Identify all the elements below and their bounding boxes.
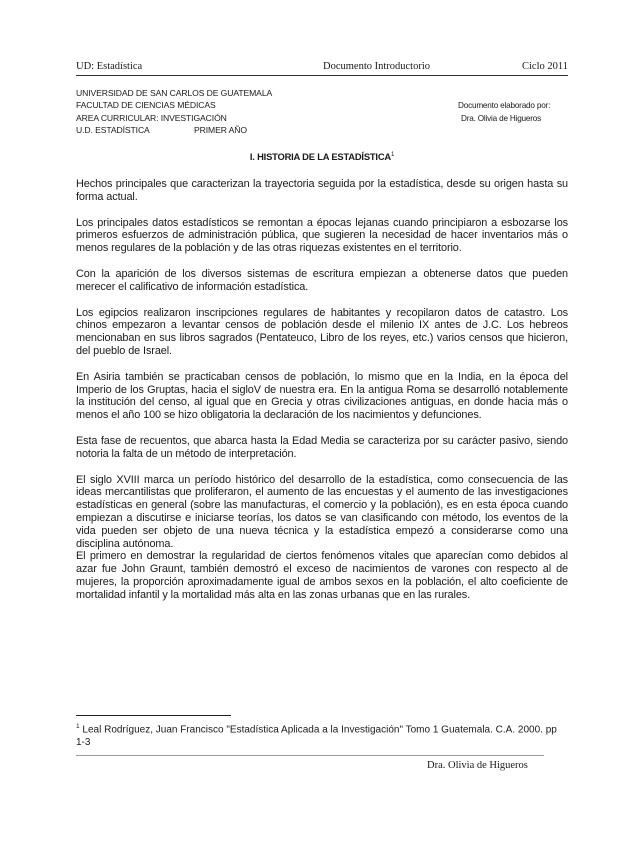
author-block [458, 99, 550, 125]
header-cycle: Ciclo 2011 [522, 61, 568, 72]
header-document-type: Documento Introductorio [323, 61, 431, 72]
title-footnote-ref: 1 [390, 151, 395, 158]
paragraph: Los principales datos estadísticos se remontan a épocas lejanas cuando principiaron a esbozarse los primeros esfuerzos de administración pública, que sugieren la necesidad de hacer inventarios más o menos regulares de la población y de las otras riquezas existentes en el territorio. [76, 216, 568, 255]
paragraph: Los egipcios realizaron inscripciones regulares de habitantes y recopilaron datos de catastro. Los chinos empezaron a levantar censos de población desde el milenio IX antes de J.C. Los hebreos mencionaban en sus libros sagrados (Pentateuco, Libro de los reyes, etc.) varios censos que hicieron, del pueblo de Israel. [76, 306, 568, 357]
paragraph: Con la aparición de los diversos sistemas de escritura empiezan a obtenerse datos que pueden merecer el calificativo de información estadística. [76, 267, 568, 293]
institution-faculty: FACULTAD DE CIENCIAS MÉDICAS [76, 100, 216, 111]
paragraph: El siglo XVIII marca un período histórico del desarrollo de la estadística, como consecuencia de las ideas mercantilistas que proliferaron, el aumento de las encuestas y el aumento de las investigaciones estadísticas en general (sobre las manufacturas, el comercio y la población), es en esta época cuando empiezan a discutirse e iniciarse teorías, los datos se van clasificando con método, los eventos de la vida pueden ser objeto de una nueva técnica y la estadística empezó a considerarse como una disciplina autónoma. [76, 473, 568, 550]
institution-year: PRIMER AÑO [194, 124, 247, 135]
header-divider [76, 75, 568, 76]
institution-unit: U.D. ESTADÍSTICA [76, 124, 150, 135]
institution-block [76, 87, 272, 136]
header-course: UD: Estadística [76, 61, 143, 72]
footnote-divider [76, 715, 231, 716]
paragraph: El primero en demostrar la regularidad de ciertos fenómenos vitales que aparecían como debidos al azar fue John Graunt, también demostró el exceso de nacimientos de varones con respecto al de mujeres, la proporción aproximadamente igual de ambos sexos en la población, el alto coeficiente de mortalidad infantil y la mortalidad más alta en las zonas urbanas que en las rurales. [76, 550, 568, 601]
paragraph: Esta fase de recuentos, que abarca hasta la Edad Media se caracteriza por su carácter pasivo, siendo notoria la falta de un método de interpretación. [76, 434, 568, 460]
footer-divider [76, 755, 544, 756]
section-title-text: I. HISTORIA DE LA ESTADÍSTICA [249, 151, 391, 162]
running-header [76, 61, 568, 75]
author-name: Dra. Olivia de Higueros [461, 114, 542, 123]
author-label: Documento elaborado por: [458, 101, 551, 110]
footnote-number: 1 [76, 723, 80, 730]
footnote [76, 721, 568, 749]
section-title [76, 151, 568, 162]
running-footer: Dra. Olivia de Higueros [427, 760, 528, 771]
institution-area: AREA CURRICULAR: INVESTIGACIÓN [76, 112, 227, 123]
footnote-text: Leal Rodríguez, Juan Francisco "Estadística Aplicada a la Investigación" Tomo 1 Guatemala. C.A. 2000. pp 1-3 [76, 724, 557, 748]
institution-university: UNIVERSIDAD DE SAN CARLOS DE GUATEMALA [76, 88, 273, 98]
paragraph: En Asiria también se practicaban censos de población, lo mismo que en la India, en la época del Imperio de los Gruptas, hacia el sigloV de nuestra era. En la antigua Roma se desarrolló notablemente la institución del censo, al igual que en Grecia y otras civilizaciones antiguas, en donde hacia más o menos el año 100 se hizo obligatoria la declaración de los nacimientos y defunciones. [76, 370, 568, 422]
body-text [76, 178, 568, 615]
paragraph: Hechos principales que caracterizan la trayectoria seguida por la estadística, desde su origen hasta su forma actual. [76, 178, 568, 203]
